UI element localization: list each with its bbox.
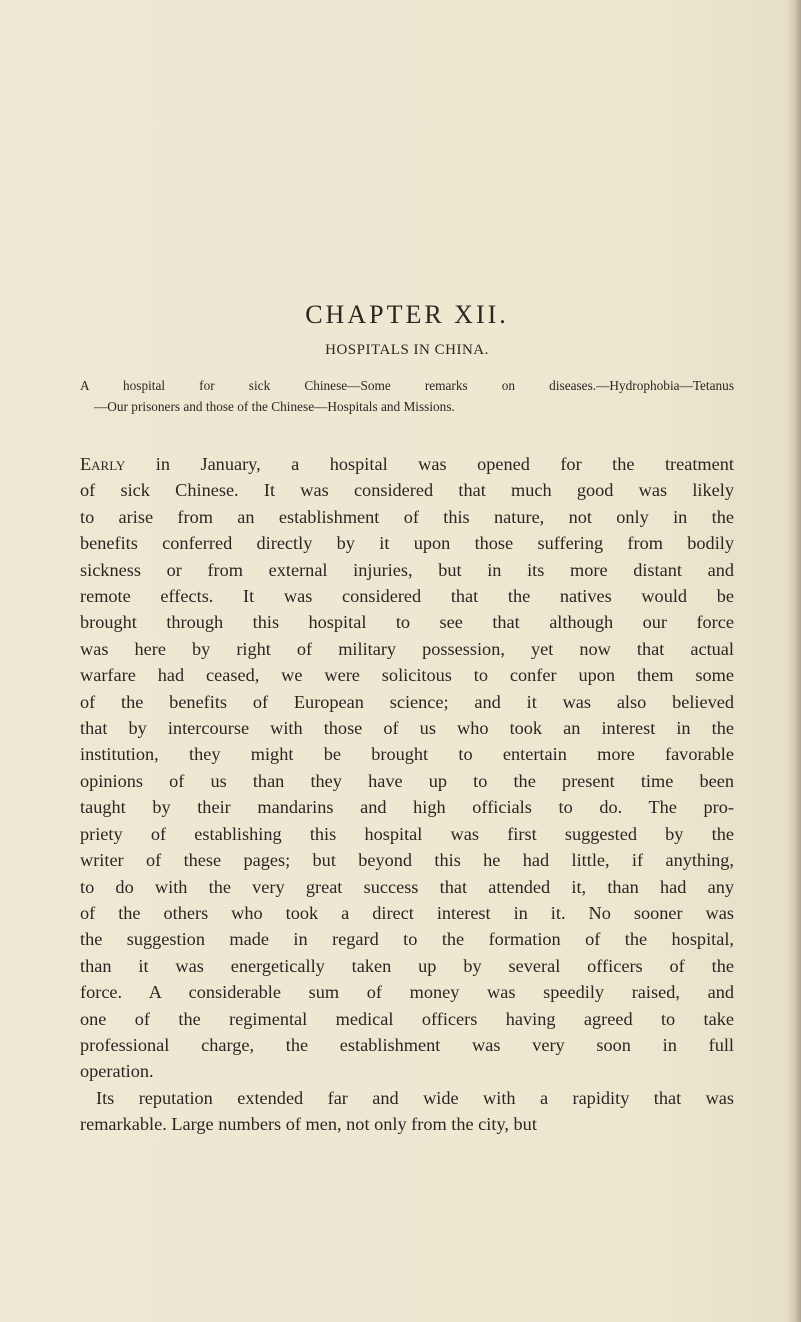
section-title: HOSPITALS IN CHINA. [325,342,489,358]
body-line: Its reputation extended far and wide with a rapidity that was [96,1087,734,1108]
body-line: than it was energetically taken up by several officers of the [80,955,734,976]
chapter-title: CHAPTER XII. [305,300,509,329]
body-line: operation. [80,1061,154,1082]
body-line-text: in January, a hospital was opened for the treatment [125,454,734,474]
body-line: benefits conferred directly by it upon those suffering from bodily [80,533,734,554]
body-line: remote effects. It was considered that the natives would be [80,586,734,607]
body-line: brought through this hospital to see that although our force [80,612,734,633]
body-text [80,451,734,1138]
body-line: institution, they might be brought to entertain more favorable [80,744,734,765]
body-line: force. A considerable sum of money was speedily raised, and [80,982,734,1003]
body-line: writer of these pages; but beyond this he had little, if anything, [80,850,734,871]
body-line: taught by their mandarins and high officials to do. The pro- [80,797,734,818]
page-edge-shadow [787,0,801,1322]
summary-line: A hospital for sick Chinese—Some remarks on diseases.—Hydrophobia—Tetanus [80,378,734,393]
chapter-summary [80,375,734,417]
body-line: of sick Chinese. It was considered that much good was likely [80,480,734,501]
body-line: opinions of us than they have up to the present time been [80,770,734,791]
body-line: one of the regimental medical officers having agreed to take [80,1008,734,1029]
body-line: to do with the very great success that attended it, than had any [80,876,734,897]
body-line: priety of establishing this hospital was first suggested by the [80,823,734,844]
body-line: of the benefits of European science; and it was also believed [80,691,734,712]
body-line: professional charge, the establishment was very soon in full [80,1034,734,1055]
body-line: remarkable. Large numbers of men, not only from the city, but [80,1114,537,1135]
body-line: warfare had ceased, we were solicitous to confer upon them some [80,665,734,686]
body-line: was here by right of military possession, yet now that actual [80,638,734,659]
body-line: sickness or from external injuries, but in its more distant and [80,559,734,580]
opening-word: Early [80,454,126,474]
body-line: of the others who took a direct interest in it. No sooner was [80,902,734,923]
body-line: the suggestion made in regard to the formation of the hospital, [80,929,734,950]
body-line: that by intercourse with those of us who took an interest in the [80,718,734,739]
summary-line: —Our prisoners and those of the Chinese—Hospitals and Missions. [94,399,455,414]
body-line [80,451,734,477]
body-line: to arise from an establishment of this nature, not only in the [80,506,734,527]
